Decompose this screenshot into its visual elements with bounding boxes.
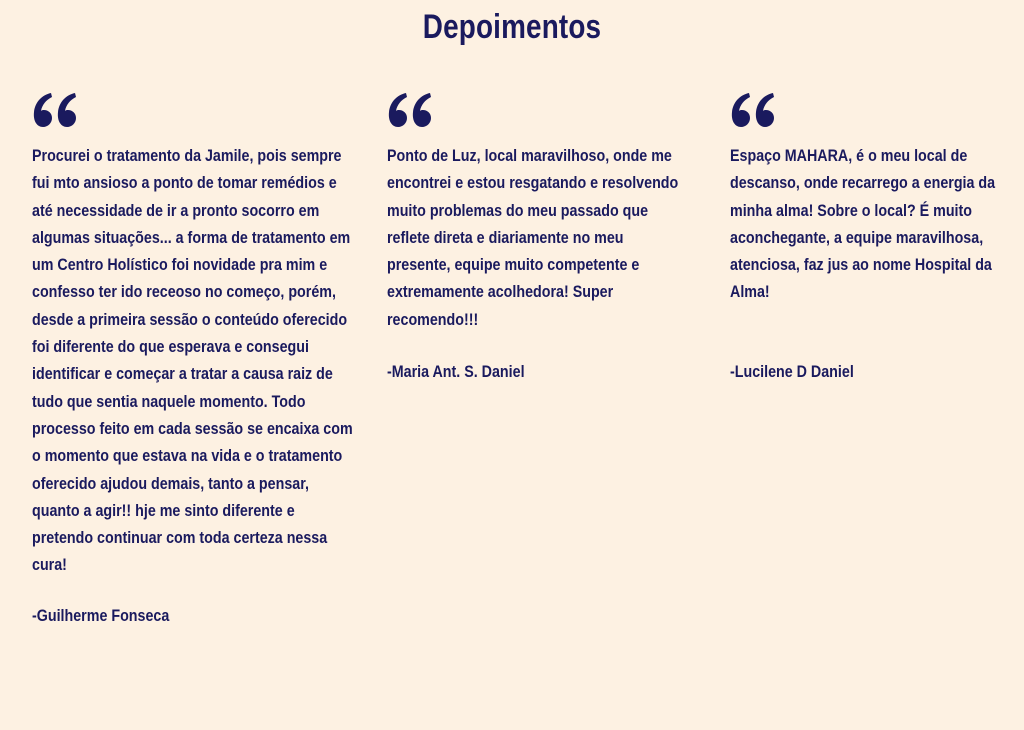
testimonial-card (387, 90, 742, 385)
quote-icon (387, 90, 433, 130)
quote-icon (730, 90, 776, 130)
testimonial-author: -Lucilene D Daniel (730, 361, 854, 381)
testimonial-author: -Guilherme Fonseca (32, 605, 170, 625)
quote-icon (32, 90, 78, 130)
testimonial-text: Ponto de Luz, local maravilhoso, onde me encontrei e estou resgatando e resolvendo muito problemas do meu passado que reflete direta e diariamente no meu presente, equipe muito competente e extremamente acolhedora! Super recomendo!!! (387, 146, 679, 329)
testimonial-text: Procurei o tratamento da Jamile, pois sempre fui mto ansioso a ponto de tomar remédios e até necessidade de ir a pronto socorro em algumas situações... a forma de tratamento em um Centro Holístico foi novidade pra mim e confesso ter ido receoso no começo, porém, desde a primeira sessão o conteúdo oferecido foi diferente do que esperava e consegui identificar e começar a tratar a causa raiz de tudo que sentia naquele momento. Todo processo feito em cada sessão se encaixa com o momento que estava na vida e o tratamento oferecido ajudou demais, tanto a pensar, quanto a agir!! hje me sinto diferente e pretendo continuar com toda certeza nessa cura! (32, 146, 353, 575)
testimonial-card (32, 90, 422, 629)
testimonial-author: -Maria Ant. S. Daniel (387, 362, 525, 382)
page-title: Depoimentos (422, 8, 602, 46)
testimonial-text: Espaço MAHARA, é o meu local de descanso, onde recarrego a energia da minha alma! Sobre o local? É muito aconchegante, a equipe maravilhosa, atenciosa, faz jus ao nome Hospital da Alma! (730, 146, 996, 302)
testimonial-card (730, 90, 1024, 385)
